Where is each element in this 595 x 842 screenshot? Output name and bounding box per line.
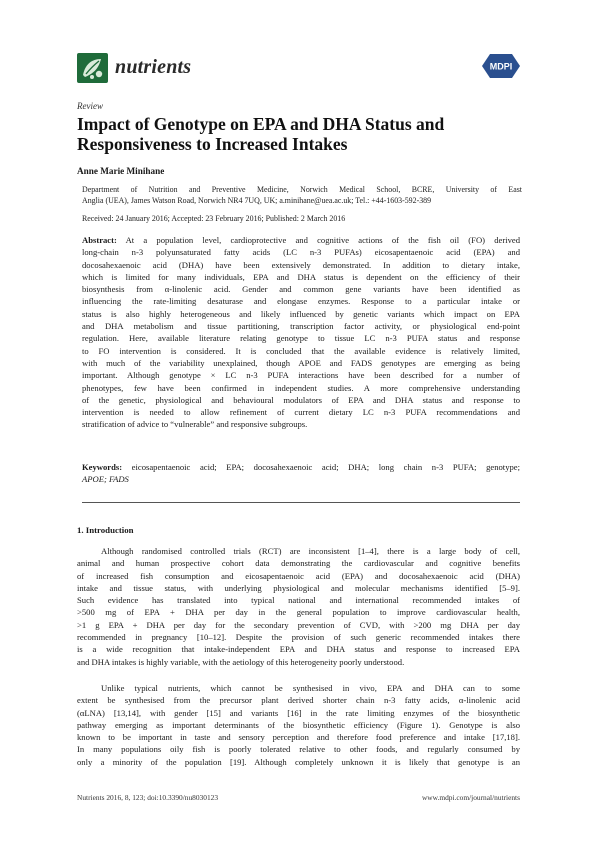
abstract-line: status is also highly heterogeneous and likely influenced by genetic variants which impact on EPA (82, 308, 520, 319)
divider (82, 502, 520, 503)
body-line: only a minority of the population [19]. Although completely unknown it is likely that genotype is an (77, 756, 520, 767)
abstract-line: biosynthesis from α-linolenic acid. Gender and common gene variants have been identified as (82, 284, 520, 295)
affiliation-line: Anglia (UEA), James Watson Road, Norwich NR4 7UQ, UK; a.minihane@uea.ac.uk; Tel.: +44-1603-592-389 (82, 196, 432, 206)
mdpi-logo-text: MDPI (489, 61, 513, 72)
introduction-paragraph (77, 682, 520, 768)
abstract (82, 234, 520, 431)
body-line: of increased fish consumption and eicosapentaenoic acid (EPA) and docosahexaenoic acid (DHA) (77, 570, 520, 581)
body-line: >500 mg of EPA + DHA per day in the general population to improve cardiovascular health, (77, 607, 520, 618)
mdpi-logo-icon (482, 54, 520, 83)
introduction-paragraph (77, 545, 520, 668)
abstract-line: influencing the rate-limiting desaturase and elongase enzymes. Response to a particular intake or (82, 296, 520, 307)
body-line: intake and tissue status, with underlying physiological and molecular mechanisms identified [5–9]. (77, 582, 520, 593)
abstract-line: stratification of advice to “vulnerable” and responsive subgroups. (82, 419, 308, 430)
abstract-line: docosahexaenoic acid (DHA) have been extensively demonstrated. In addition to dietary intake, (82, 259, 520, 270)
abstract-line: to FO intervention is considered. It is concluded that the available evidence is relatively limited, (82, 345, 520, 356)
keywords-line: Keywords: eicosapentaenoic acid; EPA; docosahexaenoic acid; DHA; long chain n-3 PUFA; genotype; (82, 462, 520, 472)
journal-name: nutrients (115, 56, 192, 78)
footer-journal-link[interactable]: www.mdpi.com/journal/nutrients (421, 793, 520, 802)
publication-dates: Received: 24 January 2016; Accepted: 23 February 2016; Published: 2 March 2016 (82, 214, 346, 223)
abstract-line: with much of the variability unexplained, though APOE and FADS genotypes are emerging as being (82, 357, 520, 368)
footer-citation: Nutrients 2016, 8, 123; doi:10.3390/nu8030123 (77, 793, 219, 802)
section-heading: 1. Introduction (77, 525, 134, 535)
abstract-line: of the genetic, physiological and behavioural modulators of EPA and DHA status and response to (82, 394, 520, 405)
body-line: Such evidence has translated into typical national and international recommended intakes of (77, 595, 520, 606)
author-affiliation (82, 184, 522, 207)
article-type: Review (77, 101, 103, 111)
abstract-line: which is limited for many individuals, EPA and DHA status is dependent on the efficiency of their (82, 271, 520, 282)
body-line: (αLNA) [13,14], with gender [15] and variants [16] in the rate limiting enzymes of the biosynthetic (77, 707, 520, 718)
nutrients-logo-icon (77, 53, 108, 83)
body-line: Although randomised controlled trials (RCT) are inconsistent [1–4], there is a large body of cell, (101, 546, 520, 556)
body-line: is a wide recognition that intake-independent EPA and DHA status and response to increased EPA (77, 644, 520, 655)
body-line: In many populations oily fish is poorly tolerated relative to other foods, and regularly consumed by (77, 744, 520, 755)
abstract-line: intervention is needed to allow refinement of current dietary LC n-3 PUFA recommendations and (82, 407, 520, 418)
body-line: >1 g EPA + DHA per day for the secondary prevention of CVD, with >200 mg DHA per day (77, 619, 520, 630)
body-line: animal and human prospective cohort data demonstrating the cardiovascular and cognitive benefits (77, 558, 520, 569)
body-line: known to be important in taste and sensory perception and therefore food preference and intake [17,18]. (77, 732, 520, 743)
abstract-line: Abstract: At a population level, cardioprotective and cognitive actions of the fish oil (FO) derived (82, 235, 520, 245)
body-line: extent be synthesised from the precursor plant derived shorter chain n-3 fatty acids, α-linolenic acid (77, 695, 520, 706)
affiliation-line: Department of Nutrition and Preventive Medicine, Norwich Medical School, BCRE, University of East (82, 185, 522, 194)
body-line: Unlike typical nutrients, which cannot be synthesised in vivo, EPA and DHA can to some (101, 683, 520, 693)
author-name: Anne Marie Minihane (77, 166, 165, 176)
body-line: recommended in pregnancy [10–12]. Despite the provision of such generic recommended intakes there (77, 632, 520, 643)
abstract-line: and DHA metabolism and tissue partitioning, transcription factor activity, or physiological end-point (82, 321, 520, 332)
article-title: Impact of Genotype on EPA and DHA Status and Responsiveness to Increased Intakes (77, 114, 445, 154)
keywords-label: Keywords: (82, 462, 123, 472)
abstract-line: regulation. Here, available literature relating genotype to tissue LC n-3 PUFA status and response (82, 333, 520, 344)
abstract-label: Abstract: (82, 235, 117, 245)
body-line: pathway emerging as important determinants of the biosynthetic efficiency (Figure 1). Genotype is also (77, 719, 520, 730)
abstract-line: long-chain n-3 polyunsaturated fatty acids (LC n-3 PUFAs) eicosapentaenoic acid (EPA) and (82, 247, 520, 258)
keywords-line: APOE; FADS (82, 474, 129, 485)
abstract-line: important. Although genotype × LC n-3 PUFA interactions have been described for a number of (82, 370, 520, 381)
keywords (82, 461, 520, 486)
abstract-line: phenotypes, few have been confirmed in independent studies. A more comprehensive understanding (82, 382, 520, 393)
body-line: and DHA intakes is highly variable, with the aetiology of this heterogeneity poorly understood. (77, 656, 405, 667)
